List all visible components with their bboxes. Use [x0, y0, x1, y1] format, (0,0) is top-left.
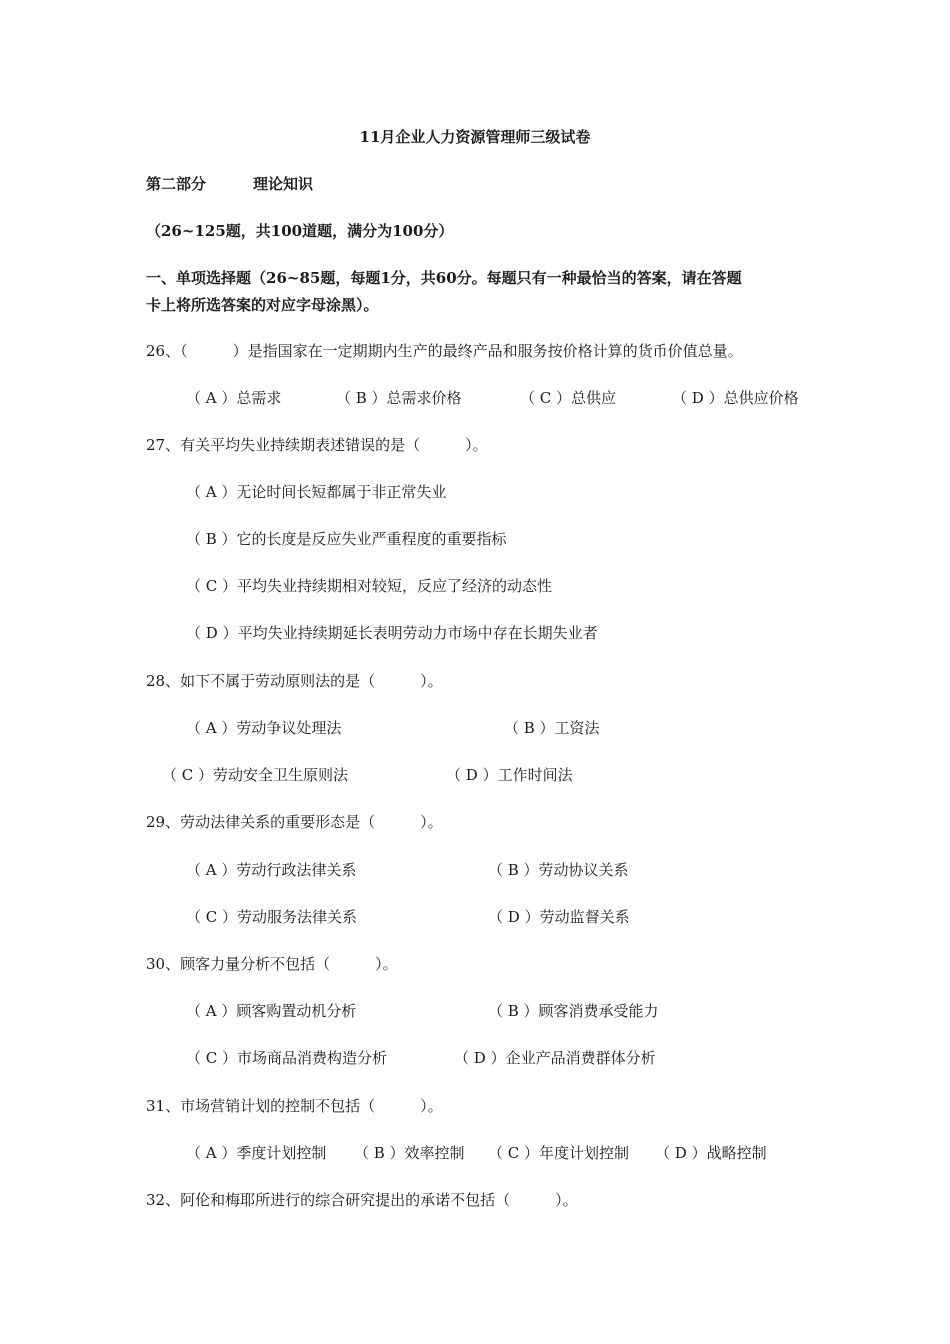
option-b: （ B ）劳动协议关系: [488, 861, 629, 879]
question-stem: 31、市场营销计划的控制不包括（ ）。: [146, 1097, 443, 1115]
option-d: （ D ）工作时间法: [446, 766, 573, 784]
option-c: （ C ）劳动安全卫生原则法: [162, 766, 349, 784]
option-b: （ B ）工资法: [504, 719, 600, 737]
section-heading-line2: 卡上将所选答案的对应字母涂黑）。: [146, 296, 379, 314]
option-a: （ A ）劳动行政法律关系: [186, 861, 357, 879]
question-stem: 32、阿伦和梅耶所进行的综合研究提出的承诺不包括（ ）。: [146, 1191, 578, 1209]
option-b: （ B ）顾客消费承受能力: [488, 1002, 659, 1020]
option-b: （ B ）效率控制: [354, 1144, 465, 1162]
document-title: 11月企业人力资源管理师三级试卷: [359, 128, 591, 146]
option-a: （ A ）总需求: [186, 389, 282, 407]
option-a: （ A ）季度计划控制: [186, 1144, 327, 1162]
option-d: （ D ）劳动监督关系: [488, 908, 630, 926]
option-c: （ C ）年度计划控制: [488, 1144, 630, 1162]
option-c: （ C ）平均失业持续期相对较短，反应了经济的动态性: [186, 577, 553, 595]
option-a: （ A ）劳动争议处理法: [186, 719, 342, 737]
part-subheading: 理论知识: [253, 175, 314, 193]
section-heading-line1: 一、单项选择题（26~85题，每题1分，共60分。每题只有一种最恰当的答案，请在答题: [146, 269, 742, 287]
option-d: （ D ）企业产品消费群体分析: [454, 1049, 656, 1067]
question-stem: 28、如下不属于劳动原则法的是（ ）。: [146, 672, 443, 690]
option-c: （ C ）劳动服务法律关系: [186, 908, 358, 926]
question-stem: 26、（ ）是指国家在一定期期内生产的最终产品和服务按价格计算的货币价值总量。: [146, 342, 743, 360]
option-b: （ B ）它的长度是反应失业严重程度的重要指标: [186, 530, 507, 548]
scope-note: （26~125题，共100道题，满分为100分）: [146, 222, 454, 240]
option-d: （ D ）平均失业持续期延长表明劳动力市场中存在长期失业者: [186, 624, 598, 642]
option-c: （ C ）市场商品消费构造分析: [186, 1049, 388, 1067]
option-a: （ A ）顾客购置动机分析: [186, 1002, 357, 1020]
option-d: （ D ）战略控制: [655, 1144, 767, 1162]
question-stem: 27、有关平均失业持续期表述错误的是（ ）。: [146, 436, 488, 454]
question-stem: 30、顾客力量分析不包括（ ）。: [146, 955, 398, 973]
option-d: （ D ）总供应价格: [672, 389, 799, 407]
option-c: （ C ）总供应: [520, 389, 617, 407]
option-a: （ A ）无论时间长短都属于非正常失业: [186, 483, 447, 501]
option-b: （ B ）总需求价格: [336, 389, 462, 407]
question-stem: 29、劳动法律关系的重要形态是（ ）。: [146, 813, 443, 831]
part-heading: 第二部分: [146, 175, 207, 193]
